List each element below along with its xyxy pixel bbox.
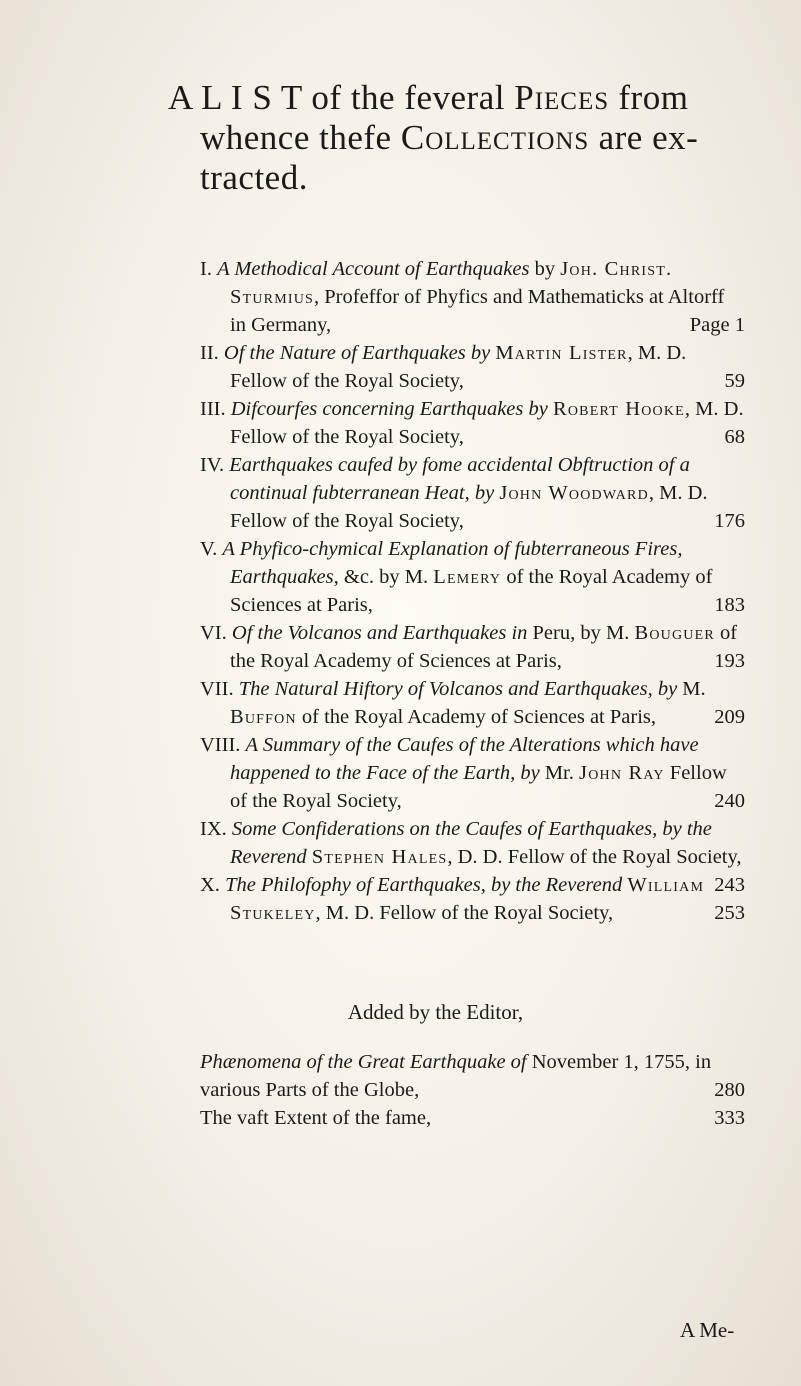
editor-additions-list — [200, 1048, 745, 1132]
list-item: IX. Some Confiderations on the Caufes of Earthquakes, by the Reverend Stephen Hales, D. D. Fellow of the Royal Society, 243 — [200, 815, 745, 871]
page-number: 176 — [714, 510, 745, 532]
page-number: 333 — [714, 1107, 745, 1129]
list-item: Phænomena of the Great Earthquake of November 1, 1755, in various Parts of the Globe, 280 — [200, 1048, 745, 1104]
heading-list-word: A L I S T — [168, 78, 303, 117]
list-item: VI. Of the Volcanos and Earthquakes in Peru, by M. Bouguer of the Royal Academy of Sciences at Paris, 193 — [200, 619, 745, 675]
list-item: The vaft Extent of the fame, 333 — [200, 1104, 745, 1132]
list-item: IV. Earthquakes caufed by fome accidental Obftruction of a continual fubterranean Heat, by John Woodward, M. D. Fellow of the Royal Society, 176 — [200, 451, 745, 535]
page-number: 243 — [714, 874, 745, 896]
page-number: 68 — [724, 426, 745, 448]
page-number: Page 1 — [689, 314, 745, 336]
list-item: VIII. A Summary of the Caufes of the Alterations which have happened to the Face of the Earth, by Mr. John Ray Fellow of the Royal Society, 240 — [200, 731, 745, 815]
list-item: III. Difcourfes concerning Earthquakes by Robert Hooke, M. D. Fellow of the Royal Society, 68 — [200, 395, 745, 451]
contents-list — [200, 255, 745, 927]
page-number: 59 — [724, 370, 745, 392]
list-item: II. Of the Nature of Earthquakes by Martin Lister, M. D. Fellow of the Royal Society, 59 — [200, 339, 745, 395]
page-number: 183 — [714, 594, 745, 616]
page-number: 209 — [714, 706, 745, 728]
list-item: I. A Methodical Account of Earthquakes by Joh. Christ. Sturmius, Profeffor of Phyfics and Mathematicks at Altorff in Germany, Page 1 — [200, 255, 745, 339]
page-heading: A L I S T of the feveral Pieces from whence thefe Collections are ex- tracted. — [168, 78, 699, 197]
page-number: 240 — [714, 790, 745, 812]
list-item: V. A Phyfico-chymical Explanation of fubterraneous Fires, Earthquakes, &c. by M. Lemery of the Royal Academy of Sciences at Paris, 183 — [200, 535, 745, 619]
page-number: 253 — [714, 902, 745, 924]
page-number: 193 — [714, 650, 745, 672]
list-item: VII. The Natural Hiftory of Volcanos and Earthquakes, by M. Buffon of the Royal Academy of Sciences at Paris, 209 — [200, 675, 745, 731]
editor-additions-heading: Added by the Editor, — [347, 1000, 524, 1024]
list-item: X. The Philofophy of Earthquakes, by the Reverend William Stukeley, M. D. Fellow of the Royal Society, 253 — [200, 871, 745, 927]
page-number: 280 — [714, 1079, 745, 1101]
catchword: A Me- — [680, 1318, 735, 1342]
